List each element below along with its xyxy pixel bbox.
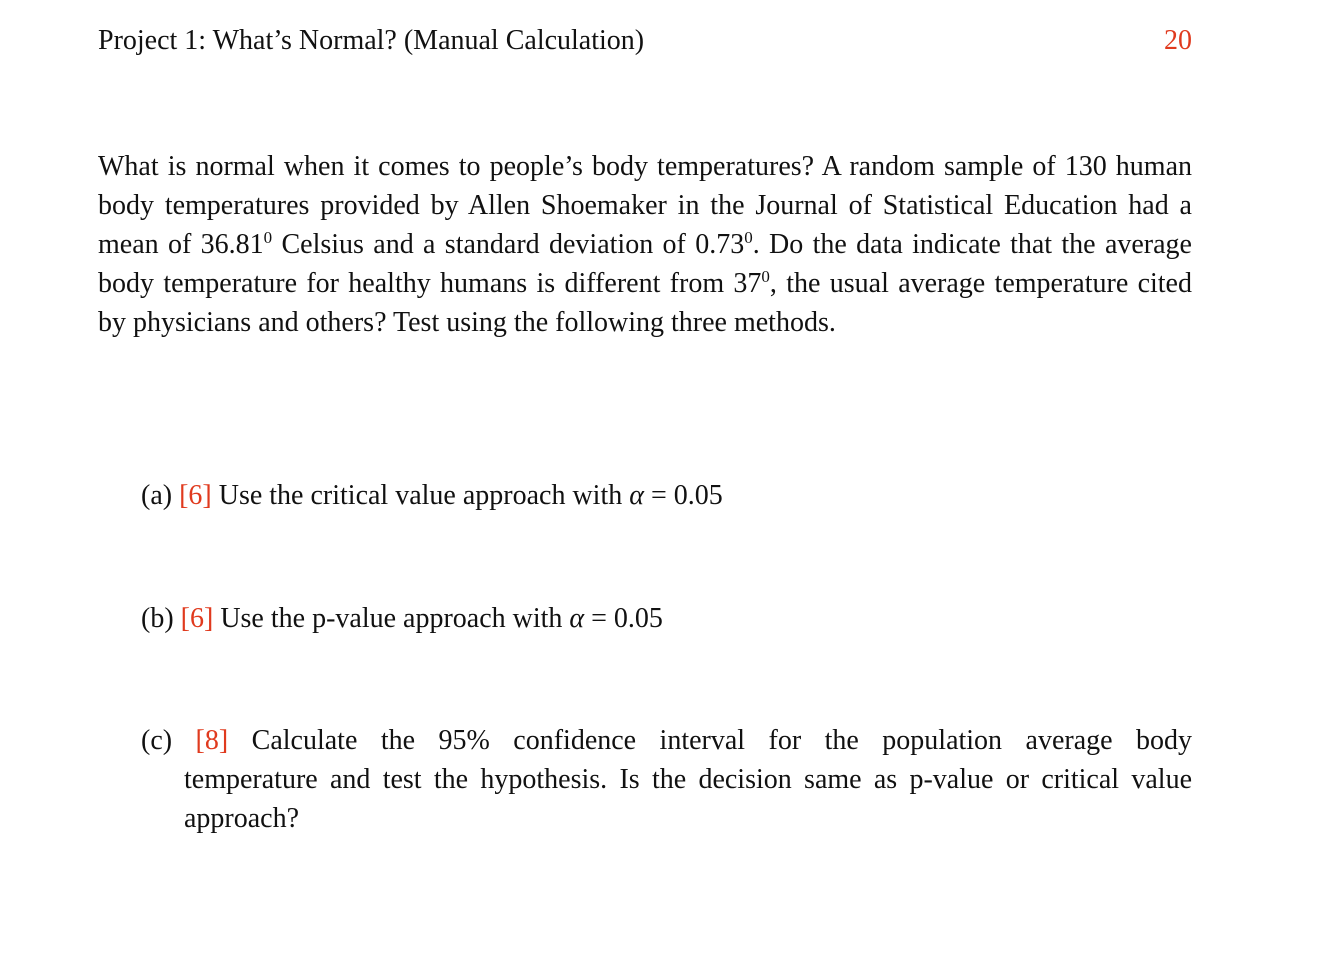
question-part-b	[141, 599, 663, 638]
page-header	[98, 22, 1192, 62]
intro-text-3: . Do the data indicate that the average body temperature for healthy humans is different from 37	[98, 229, 1192, 299]
part-b-points: [6]	[180, 603, 214, 634]
project-title: Project 1: What’s Normal? (Manual Calculation)	[98, 25, 645, 56]
part-c-continuation: temperature and test the hypothesis. Is the decision same as p-value or critical value approach?	[184, 764, 1192, 834]
part-a-alpha-value: = 0.05	[643, 480, 723, 511]
part-b-label: (b)	[141, 603, 181, 634]
part-c-text: Calculate the 95% confidence interval for the population average body	[228, 725, 1193, 756]
intro-text-4: , the usual average temperature cited by physicians and others? Test using the following three methods.	[98, 268, 1192, 338]
degree-superscript-2: 0	[744, 228, 753, 247]
part-c-label: (c)	[141, 725, 196, 756]
part-b-alpha-value: = 0.05	[584, 603, 663, 634]
problem-statement	[98, 147, 1192, 342]
question-part-a	[141, 476, 723, 515]
part-a-points: [6]	[179, 480, 212, 511]
degree-superscript-3: 0	[761, 267, 770, 286]
part-c-first-line	[141, 721, 1192, 760]
question-part-c	[141, 721, 1192, 838]
degree-superscript-1: 0	[263, 228, 273, 247]
part-b-text: Use the p-value approach with	[213, 603, 570, 634]
part-a-alpha-symbol: α	[629, 480, 644, 511]
intro-text-1: What is normal when it comes to people’s body temperatures? A random sample of 130 human body temperatures provided by Allen Shoemaker in the Journal of Statistical Education had a mean of 36.81	[98, 151, 1192, 260]
part-a-label: (a)	[141, 480, 180, 511]
part-c-points: [8]	[195, 725, 229, 756]
part-b-alpha-symbol: α	[569, 603, 585, 634]
total-points: 20	[1164, 25, 1192, 56]
intro-text-2: Celsius and a standard deviation of 0.73	[272, 229, 745, 260]
part-a-text: Use the critical value approach with	[211, 480, 630, 511]
